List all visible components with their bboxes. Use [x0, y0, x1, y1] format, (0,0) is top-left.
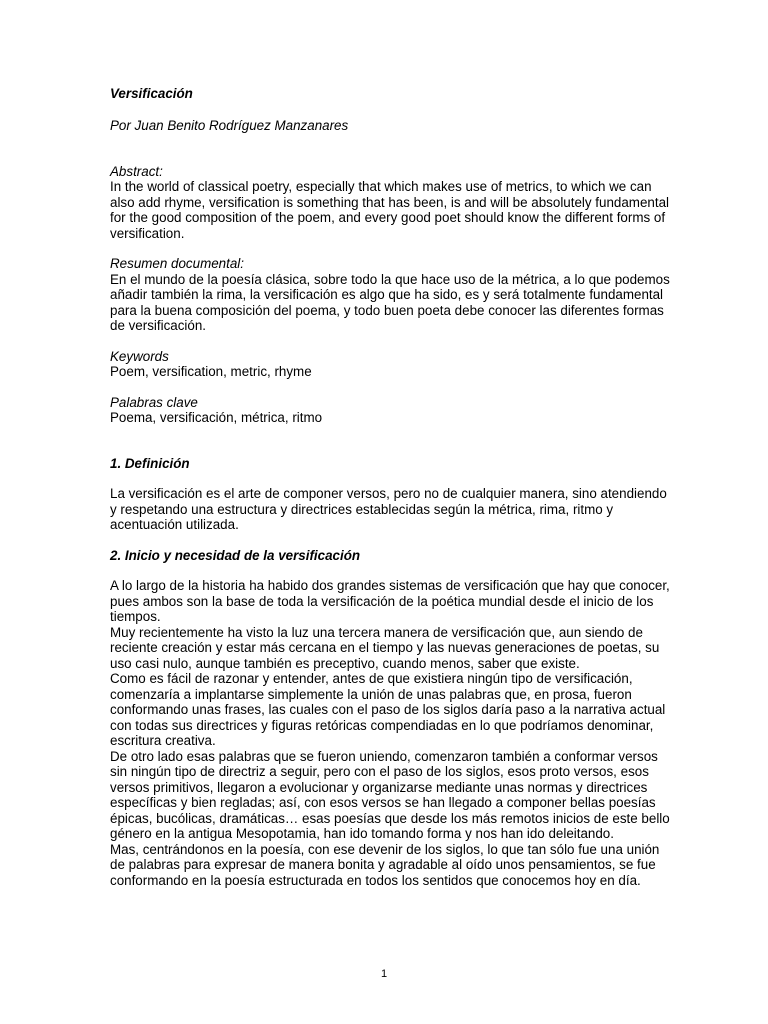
section-1-heading: 1. Definición	[110, 455, 190, 471]
section-2-body	[110, 578, 670, 888]
section-2-paragraph: De otro lado esas palabras que se fueron uniendo, comenzaron también a conformar versos sin ningún tipo de directriz a seguir, pero con el paso de los siglos, esos proto versos, esos versos primitivos, llegaron a evolucionar y organizarse mediante unas normas y directrices específicas y bien regladas; así, con esos versos se han llegado a componer bellas poesías épicas, bucólicas, dramáticas… esas poesías que desde los más remotos inicios de este bello género en la antigua Mesopotamia, han ido tomando forma y nos han ido deleitando.	[110, 748, 670, 841]
palabras-clave-text: Poema, versificación, métrica, ritmo	[110, 410, 323, 425]
section-2-paragraph: A lo largo de la historia ha habido dos grandes sistemas de versificación que hay que conocer, pues ambos son la base de toda la versificación de la poética mundial desde el inicio de los tiempos.	[110, 578, 670, 624]
section-2-heading: 2. Inicio y necesidad de la versificación	[110, 547, 361, 563]
page-number: 1	[380, 968, 388, 980]
section-1-text: La versificación es el arte de componer versos, pero no de cualquier manera, sino atendiendo y respetando una estructura y directrices establecidas según la métrica, rima, ritmo y acentuación utilizada.	[110, 486, 667, 532]
resumen-section	[110, 256, 670, 334]
keywords-label: Keywords	[110, 348, 169, 364]
section-2-paragraph: Mas, centrándonos en la poesía, con ese devenir de los siglos, lo que tan sólo fue una unión de palabras para expresar de manera bonita y agradable al oído unos pensamientos, se fue conformando en la poesía estructurada en todos los sentidos que conocemos hoy en día.	[110, 841, 660, 888]
section-2-paragraph: Muy recientemente ha visto la luz una tercera manera de versificación que, aun siendo de reciente creación y estar más cercana en el tiempo y las nuevas generaciones de poetas, su uso casi nulo, aunque también es preceptivo, cuando menos, saber que existe.	[110, 624, 660, 671]
keywords-section	[110, 349, 670, 380]
resumen-label: Resumen documental:	[110, 256, 244, 271]
palabras-clave-label: Palabras clave	[110, 394, 198, 410]
resumen-text: En el mundo de la poesía clásica, sobre todo la que hace uso de la métrica, a lo que podemos añadir también la rima, la versificación es algo que ha sido, es y será totalmente fundamental para la buena composición del poema, y todo buen poeta debe conocer las diferentes formas de versificación.	[110, 271, 670, 333]
section-2-paragraph: Como es fácil de razonar y entender, antes de que existiera ningún tipo de versificación, comenzaría a implantarse simplemente la unión de unas palabras que, en prosa, fueron conformando unas frases, las cuales con el paso de los siglos daría paso a la narrativa actual con todas sus directrices y figuras retóricas compendiadas en lo que podríamos denominar, escritura creativa.	[110, 671, 666, 748]
document-author: Por Juan Benito Rodríguez Manzanares	[110, 118, 349, 133]
abstract-text: In the world of classical poetry, especially that which makes use of metrics, to which we can also add rhyme, versification is something that has been, is and will be absolutely fundamental for the good composition of the poem, and every good poet should know the different forms of versification.	[110, 179, 670, 241]
abstract-label: Abstract:	[110, 163, 163, 179]
palabras-clave-section	[110, 395, 670, 426]
abstract-section	[110, 164, 670, 242]
keywords-text: Poem, versification, metric, rhyme	[110, 364, 312, 379]
document-page	[110, 86, 670, 888]
document-title: Versificación	[110, 86, 193, 101]
